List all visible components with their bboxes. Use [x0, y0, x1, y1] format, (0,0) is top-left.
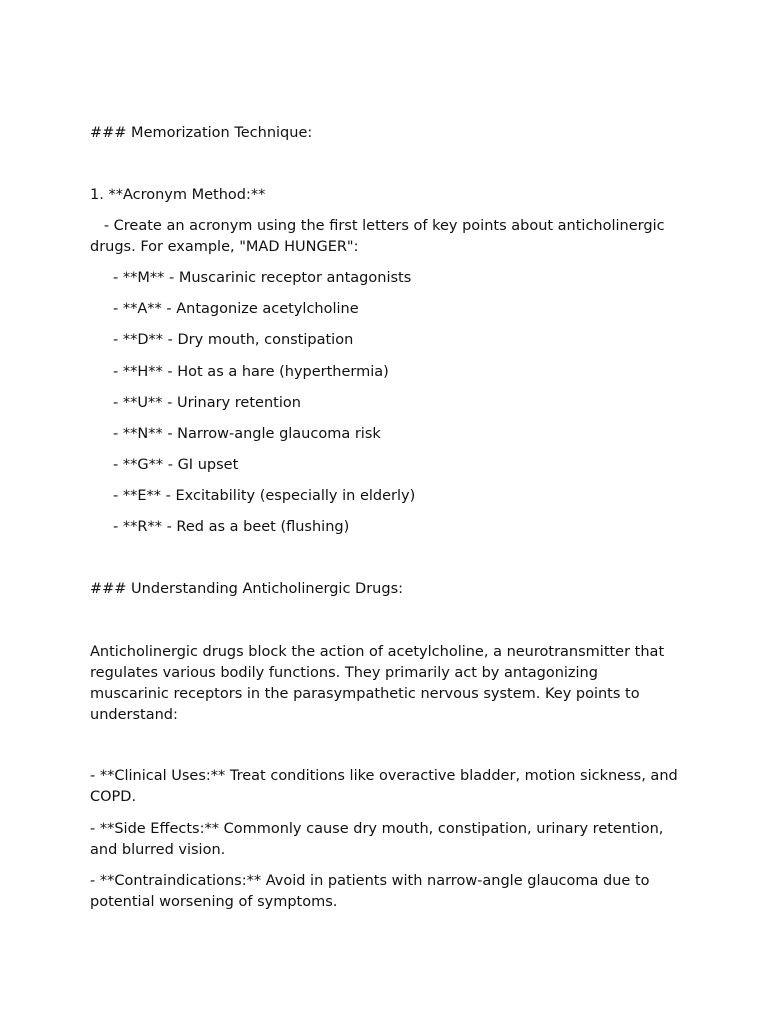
acronym-item-u: - **U** - Urinary retention — [90, 395, 301, 411]
key-point-clinical-uses: - **Clinical Uses:** Treat conditions like overactive bladder, motion sickness, and COPD. — [90, 768, 683, 805]
heading-understanding: ### Understanding Anticholinergic Drugs: — [90, 581, 404, 597]
acronym-item-h: - **H** - Hot as a hare (hyperthermia) — [90, 364, 389, 380]
acronym-item-e: - **E** - Excitability (especially in elderly) — [90, 488, 416, 504]
acronym-item-g: - **G** - GI upset — [90, 457, 239, 473]
method-description: - Create an acronym using the first letters of key points about anticholinergic drugs. For example, "MAD HUNGER": — [90, 218, 670, 255]
method-title: 1. **Acronym Method:** — [90, 187, 266, 203]
intro-paragraph: Anticholinergic drugs block the action of acetylcholine, a neurotransmitter that regulates various bodily functions. They primarily act by antagonizing muscarinic receptors in the parasympathetic nervous system. Key points to understand: — [90, 644, 669, 723]
acronym-item-n: - **N** - Narrow-angle glaucoma risk — [90, 426, 381, 442]
acronym-item-d: - **D** - Dry mouth, constipation — [90, 332, 354, 348]
key-point-contraindications: - **Contraindications:** Avoid in patients with narrow-angle glaucoma due to potential worsening of symptoms. — [90, 873, 655, 910]
acronym-item-r: - **R** - Red as a beet (flushing) — [90, 519, 350, 535]
heading-memorization: ### Memorization Technique: — [90, 125, 313, 141]
acronym-item-m: - **M** - Muscarinic receptor antagonists — [90, 270, 412, 286]
key-point-side-effects: - **Side Effects:** Commonly cause dry mouth, constipation, urinary retention, and blurred vision. — [90, 821, 669, 858]
acronym-item-a: - **A** - Antagonize acetylcholine — [90, 301, 359, 317]
